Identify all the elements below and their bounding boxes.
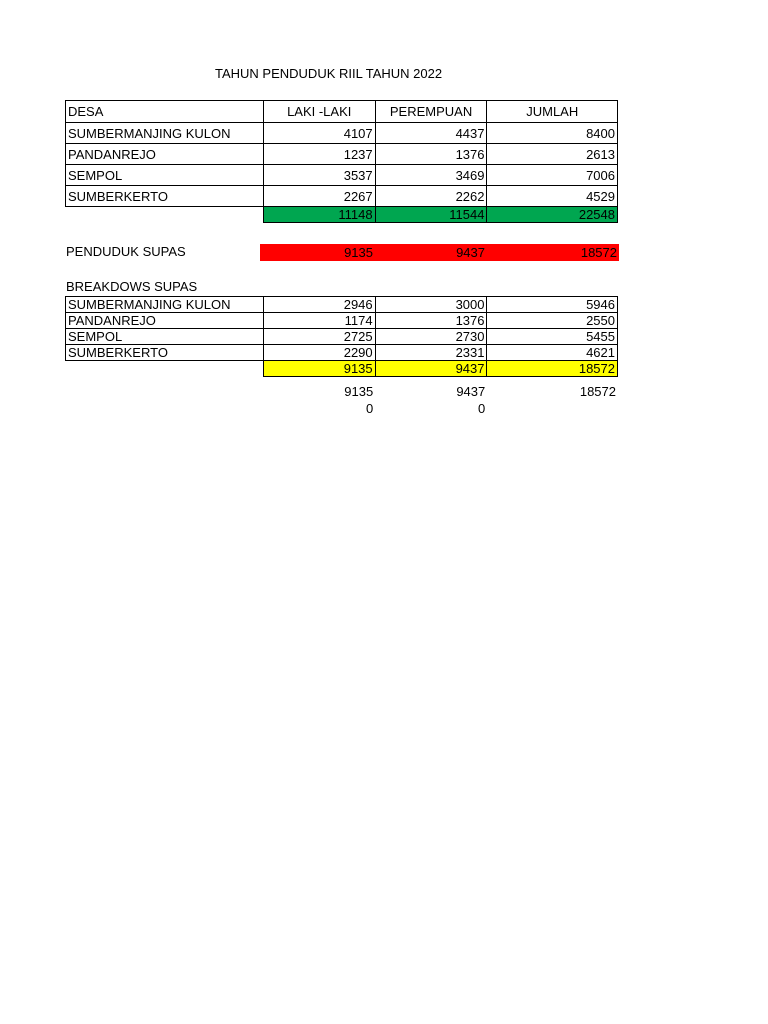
perempuan-cell: 4437 xyxy=(375,123,487,144)
supas-laki: 9135 xyxy=(344,245,373,260)
supas-label: PENDUDUK SUPAS xyxy=(66,244,186,259)
diff-perempuan: 0 xyxy=(478,401,486,416)
desa-cell: SUMBERKERTO xyxy=(66,345,264,361)
jumlah-cell: 5455 xyxy=(487,329,618,345)
blank-cell xyxy=(65,400,263,417)
jumlah-cell: 2550 xyxy=(487,313,618,329)
table-row xyxy=(66,297,618,313)
perempuan-cell: 3000 xyxy=(375,297,487,313)
total-jumlah: 22548 xyxy=(487,207,618,223)
desa-cell: SEMPOL xyxy=(66,165,264,186)
laki-cell: 1237 xyxy=(263,144,375,165)
perempuan-cell: 2262 xyxy=(375,186,487,207)
jumlah-cell: 4621 xyxy=(487,345,618,361)
check-row xyxy=(65,383,618,400)
jumlah-cell: 5946 xyxy=(487,297,618,313)
desa-cell: SUMBERMANJING KULON xyxy=(66,297,264,313)
total-laki: 9135 xyxy=(263,361,375,377)
perempuan-cell: 2331 xyxy=(375,345,487,361)
table-row xyxy=(66,345,618,361)
total-jumlah: 18572 xyxy=(487,361,618,377)
header-jumlah: JUMLAH xyxy=(487,101,618,123)
page-title: TAHUN PENDUDUK RIIL TAHUN 2022 xyxy=(215,66,443,81)
laki-cell: 1174 xyxy=(263,313,375,329)
breakdown-title: BREAKDOWS SUPAS xyxy=(66,279,198,294)
check-perempuan: 9437 xyxy=(456,384,486,399)
total-perempuan: 11544 xyxy=(375,207,487,223)
laki-cell: 2290 xyxy=(263,345,375,361)
supas-perempuan: 9437 xyxy=(456,245,485,260)
blank-cell xyxy=(66,207,264,223)
riil-population-table xyxy=(65,100,618,223)
header-laki: LAKI -LAKI xyxy=(263,101,375,123)
perempuan-cell: 3469 xyxy=(375,165,487,186)
diff-row xyxy=(65,400,618,417)
blank-cell xyxy=(487,400,618,417)
check-table xyxy=(65,383,618,417)
jumlah-cell: 7006 xyxy=(487,165,618,186)
table-row xyxy=(66,144,618,165)
jumlah-cell: 4529 xyxy=(487,186,618,207)
blank-cell xyxy=(65,383,263,400)
laki-cell: 2725 xyxy=(263,329,375,345)
laki-cell: 3537 xyxy=(263,165,375,186)
desa-cell: PANDANREJO xyxy=(66,313,264,329)
blank-cell xyxy=(66,361,264,377)
total-row xyxy=(66,207,618,223)
table-row xyxy=(66,165,618,186)
header-perempuan: PEREMPUAN xyxy=(375,101,487,123)
jumlah-cell: 2613 xyxy=(487,144,618,165)
desa-cell: SEMPOL xyxy=(66,329,264,345)
supas-jumlah: 18572 xyxy=(580,245,617,260)
laki-cell: 2267 xyxy=(263,186,375,207)
header-desa: DESA xyxy=(66,101,264,123)
desa-cell: SUMBERMANJING KULON xyxy=(66,123,264,144)
check-jumlah: 18572 xyxy=(579,384,616,399)
laki-cell: 4107 xyxy=(263,123,375,144)
total-row xyxy=(66,361,618,377)
total-perempuan: 9437 xyxy=(375,361,487,377)
table-row xyxy=(66,329,618,345)
diff-laki: 0 xyxy=(365,401,374,416)
table-header-row xyxy=(66,101,618,123)
desa-cell: SUMBERKERTO xyxy=(66,186,264,207)
jumlah-cell: 8400 xyxy=(487,123,618,144)
table-row xyxy=(66,123,618,144)
desa-cell: PANDANREJO xyxy=(66,144,264,165)
laki-cell: 2946 xyxy=(263,297,375,313)
table-row xyxy=(66,186,618,207)
table-row xyxy=(66,313,618,329)
supas-highlight xyxy=(260,244,619,261)
check-laki: 9135 xyxy=(344,384,374,399)
perempuan-cell: 1376 xyxy=(375,144,487,165)
breakdown-table xyxy=(65,296,618,377)
perempuan-cell: 2730 xyxy=(375,329,487,345)
perempuan-cell: 1376 xyxy=(375,313,487,329)
total-laki: 11148 xyxy=(263,207,375,223)
